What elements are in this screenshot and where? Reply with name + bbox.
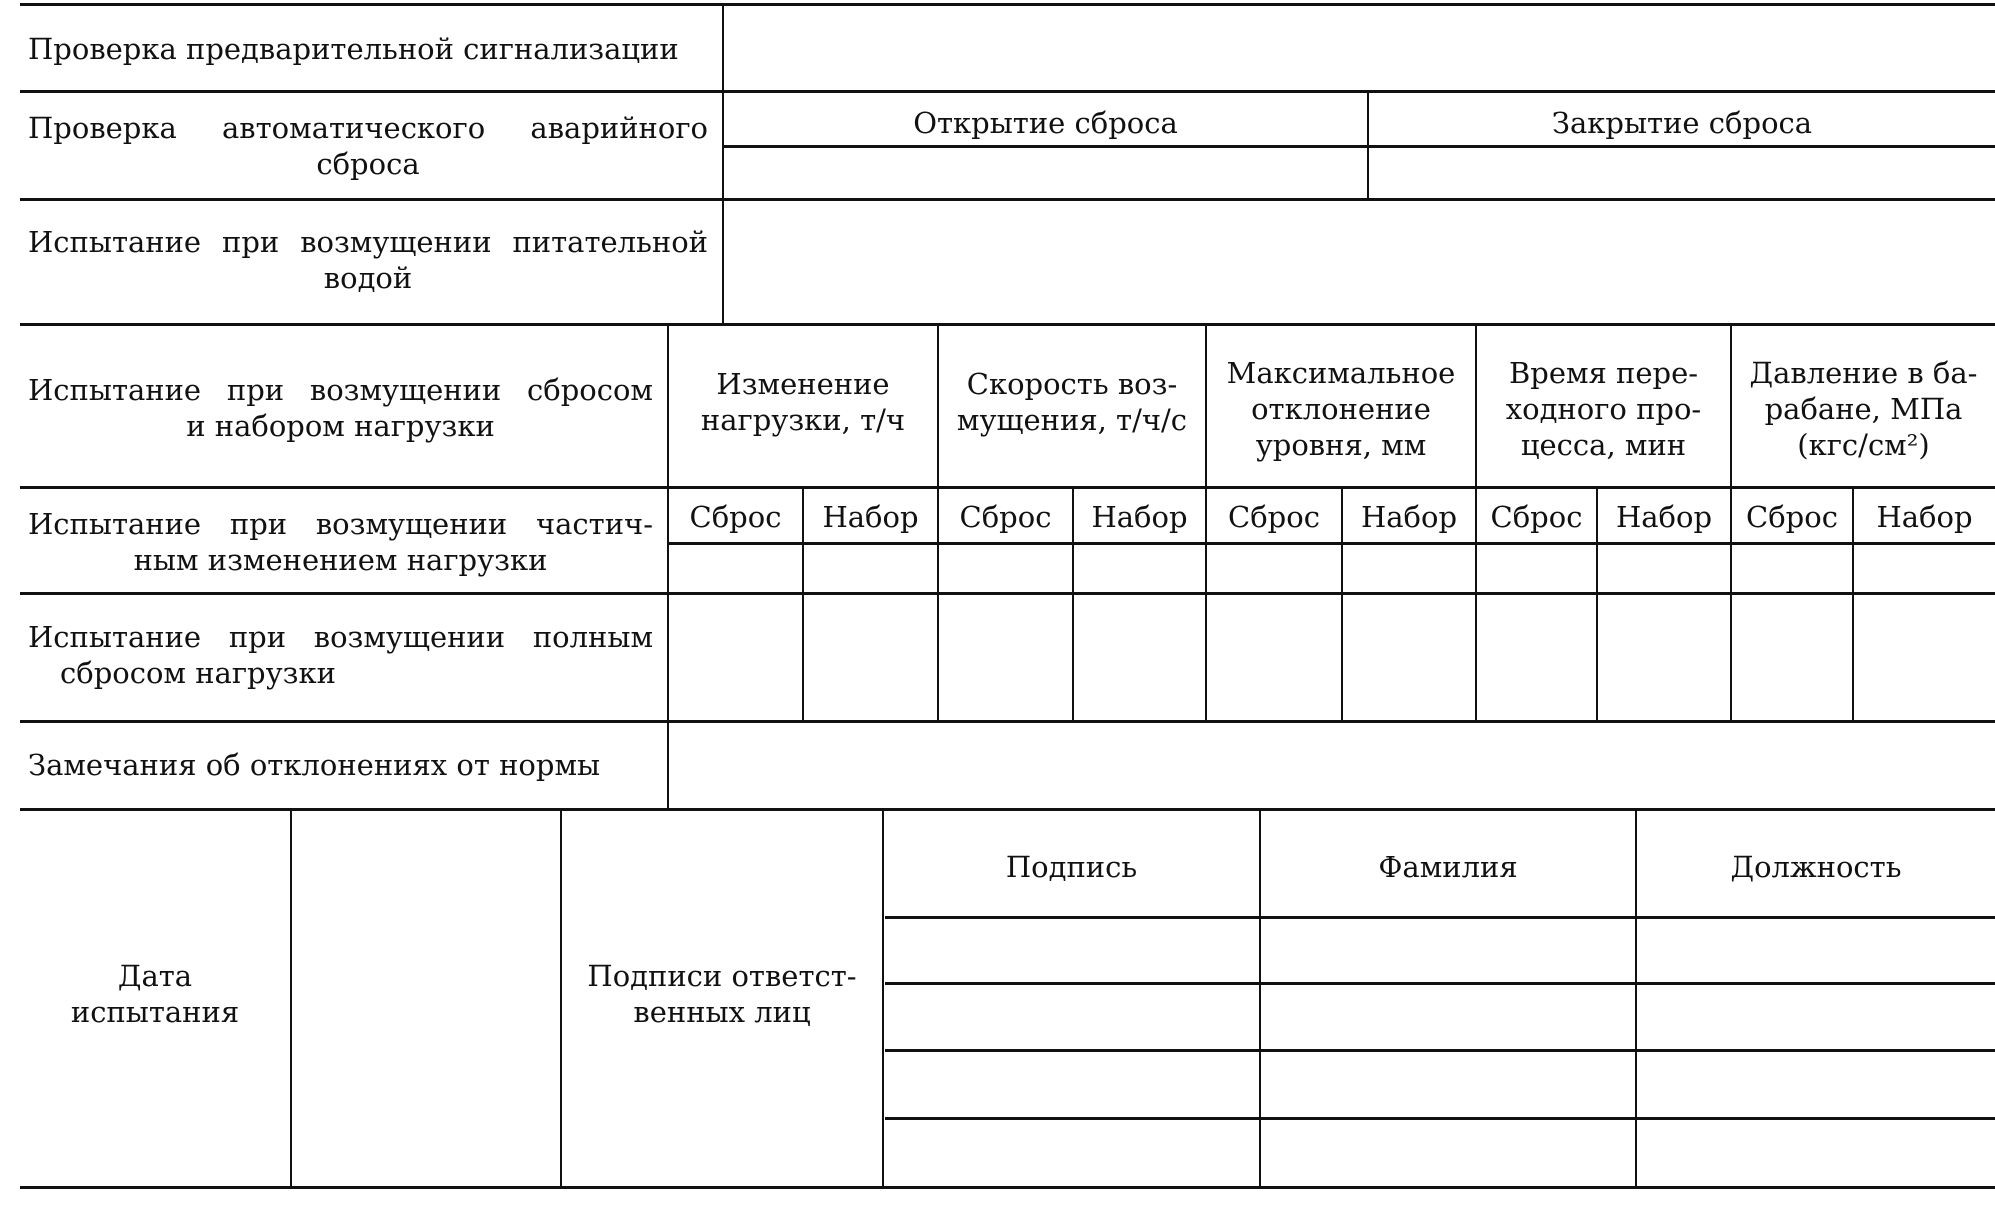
header-discharge-open: Открытие сброса (913, 105, 1178, 140)
label-feedwater-line1: Испытание при возмущении питательной (28, 225, 708, 259)
rule-top (20, 3, 1995, 6)
subheader-gain-5: Набор (1876, 500, 1973, 534)
subheader-gain-3: Набор (1360, 500, 1458, 534)
rule-after-discharge (20, 198, 1995, 201)
rule-signature-row-3 (885, 1117, 1995, 1120)
label-auto-discharge (28, 110, 708, 182)
label-test-date: Дата испытания (70, 959, 240, 1029)
label-load-dump-line2: и набором нагрузки (186, 409, 495, 443)
rule-after-full (20, 720, 1995, 723)
subheader-gain-2: Набор (1091, 500, 1188, 534)
subheader-drop-2: Сброс (959, 500, 1052, 534)
label-partial-line2: ным изменением нагрузки (133, 543, 548, 577)
subheader-gain-4: Набор (1615, 500, 1713, 534)
label-pre-signal-text: Проверка предварительной сигнализации (28, 32, 679, 66)
label-full (28, 619, 653, 691)
rule-discharge-header (722, 145, 1995, 148)
subheader-drop-4: Сброс (1490, 500, 1583, 534)
header-discharge-close: Закрытие сброса (1551, 105, 1813, 140)
label-partial-line1: Испытание при возмущении частич- (28, 507, 653, 541)
subheader-drop-5: Сброс (1746, 500, 1838, 534)
rule-after-pre-signal (20, 90, 1995, 93)
rule-after-feedwater (20, 323, 1995, 326)
rule-bottom (20, 1186, 1995, 1189)
header-param-level-deviation: Максимальное отклонение уровня, мм (1226, 356, 1456, 462)
label-partial (28, 506, 653, 578)
header-param-drum-pressure: Давление в ба- рабане, МПа (кгс/см²) (1749, 356, 1978, 462)
label-load-dump-line1: Испытание при возмущении сбросом (28, 373, 653, 407)
rule-after-partial (20, 592, 1995, 595)
header-position: Должность (1730, 850, 1902, 884)
label-load-dump (28, 372, 653, 444)
label-responsible-signatures: Подписи ответст- венных лиц (587, 959, 857, 1029)
label-feedwater-line2: водой (323, 261, 413, 295)
header-signature: Подпись (1005, 850, 1138, 884)
rule-signature-row-2 (885, 1049, 1995, 1052)
header-param-disturbance-rate: Скорость воз- мущения, т/ч/с (956, 367, 1188, 437)
rule-subheader (667, 542, 1995, 545)
label-full-line1: Испытание при возмущении полным (28, 620, 653, 654)
rule-signature-row-1 (885, 982, 1995, 985)
subheader-drop-1: Сброс (689, 500, 782, 534)
subheader-gain-1: Набор (822, 500, 919, 534)
label-pre-signal (28, 24, 718, 74)
rule-after-load-dump (20, 486, 1995, 489)
label-auto-discharge-line2: сброса (316, 147, 420, 181)
label-remarks-text: Замечания об отклонениях от нормы (28, 748, 601, 782)
label-remarks (28, 740, 668, 790)
test-date-value-cell[interactable] (292, 811, 560, 1186)
header-param-load-change: Изменение нагрузки, т/ч (700, 367, 906, 437)
label-feedwater (28, 224, 708, 296)
subheader-drop-3: Сброс (1228, 500, 1320, 534)
divider-top-section (722, 3, 724, 323)
header-param-transient-time: Время пере- ходного про- цесса, мин (1505, 356, 1702, 462)
label-auto-discharge-line1: Проверка автоматического аварийного (28, 111, 708, 145)
label-full-line2: сбросом нагрузки (60, 656, 336, 690)
rule-signature-header (885, 916, 1995, 919)
header-surname: Фамилия (1378, 850, 1518, 884)
